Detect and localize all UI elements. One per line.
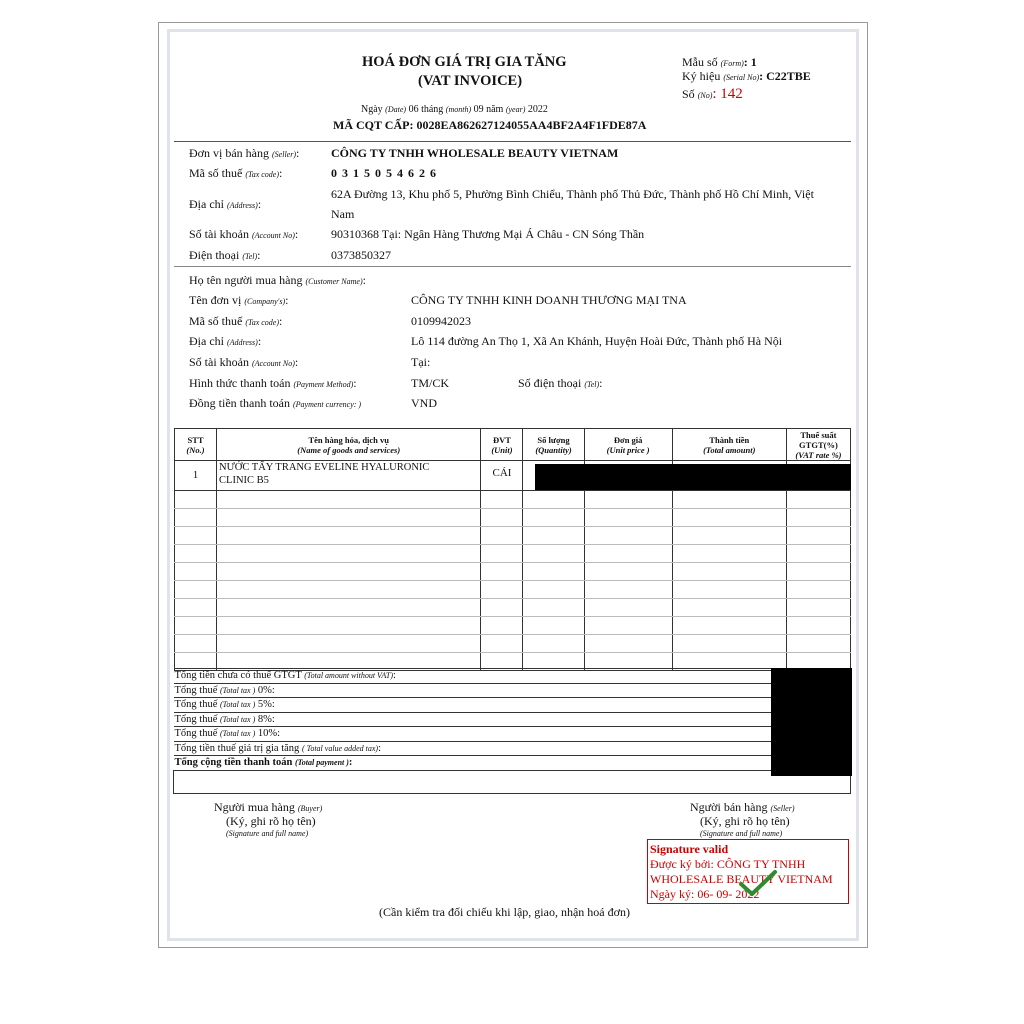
seller-tax-label: Mã số thuế (Tax code): — [189, 166, 283, 180]
buyer-signature-title: Người mua hàng (Buyer) — [214, 800, 323, 814]
signed-by-line1: Được ký bởi: CÔNG TY TNHH — [650, 857, 806, 871]
seller-address-label: Địa chỉ (Address): — [189, 197, 262, 211]
col-header: Đơn giá (Unit price ) — [584, 429, 672, 461]
col-header: Số lượng (Quantity) — [523, 429, 584, 461]
buyer-account-label: Số tài khoản (Account No): — [189, 355, 299, 369]
col-header: Thành tiền (Total amount) — [672, 429, 786, 461]
total-tax-10: Tổng thuế (Total tax ) 10%: — [174, 727, 851, 742]
col-header: ĐVT (Unit) — [481, 429, 523, 461]
row-name: NƯỚC TẨY TRANG EVELINE HYALURONIC CLINIC B5 — [217, 461, 481, 491]
total-tax-8: Tổng thuế (Total tax ) 8%: — [174, 712, 851, 727]
cqt-code: MÃ CQT CẤP: 0028EA862627124055AA4BF2A4F1FDE87A — [333, 118, 647, 132]
col-header: Thuế suất GTGT(%) (VAT rate %) — [786, 429, 850, 461]
table-header-row — [175, 429, 851, 461]
signed-by-line2: WHOLESALE BEAUTY VIETNAM — [650, 872, 833, 886]
divider — [174, 266, 851, 267]
currency: VND — [411, 396, 437, 410]
buyer-signature-note: (Ký, ghi rõ họ tên) — [226, 814, 316, 828]
seller-signature-title: Người bán hàng (Seller) — [690, 800, 795, 814]
total-payment: Tổng cộng tiền thanh toán (Total payment ): — [174, 756, 851, 771]
col-header: STT (No.) — [175, 429, 217, 461]
seller-name-label: Đơn vị bán hàng (Seller): — [189, 146, 300, 160]
buyer-company: CÔNG TY TNHH KINH DOANH THƯƠNG MẠI TNA — [411, 293, 687, 307]
footer-note: (Cần kiểm tra đối chiếu khi lập, giao, nhận hoá đơn) — [379, 905, 630, 919]
sign-date: Ngày ký: 06- 09- 2022 — [650, 887, 760, 901]
row-unit: CÁI — [481, 461, 523, 491]
seller-tax-code: 0 3 1 5 0 5 4 6 2 6 — [331, 166, 437, 180]
seller-account-label: Số tài khoản (Account No): — [189, 227, 299, 241]
signature-valid-title: Signature valid — [650, 842, 729, 856]
redacted-totals — [771, 668, 852, 776]
serial-number: Ký hiệu (Serial No): C22TBE — [682, 69, 811, 83]
buyer-address: Lô 114 đường An Thọ 1, Xã An Khánh, Huyện Hoài Đức, Thành phố Hà Nội — [411, 334, 783, 348]
seller-address-line2: Nam — [331, 207, 355, 221]
col-header: Tên hàng hóa, dịch vụ (Name of goods and services) — [217, 429, 481, 461]
invoice-number: Số (No): 142 — [682, 86, 743, 102]
payment-method: TM/CK — [411, 376, 450, 390]
buyer-company-label: Tên đơn vị (Company's): — [189, 293, 289, 307]
buyer-signature-note-en: (Signature and full name) — [226, 829, 309, 838]
buyer-tax-label: Mã số thuế (Tax code): — [189, 314, 283, 328]
buyer-phone-label: Số điện thoại (Tel): — [518, 376, 603, 390]
buyer-tax-code: 0109942023 — [411, 314, 471, 328]
seller-account: 90310368 Tại: Ngân Hàng Thương Mại Á Châu - CN Sóng Thần — [331, 227, 645, 241]
invoice-title: HOÁ ĐƠN GIÁ TRỊ GIA TĂNG — [362, 54, 567, 70]
seller-signature-note: (Ký, ghi rõ họ tên) — [700, 814, 790, 828]
payment-method-label: Hình thức thanh toán (Payment Method): — [189, 376, 357, 390]
buyer-address-label: Địa chỉ (Address): — [189, 334, 262, 348]
form-number: Mẫu số (Form): 1 — [682, 55, 757, 69]
currency-label: Đồng tiền thanh toán (Payment currency: ) — [189, 396, 362, 410]
total-vat: Tổng tiền thuế giá trị gia tăng ( Total value added tax): — [174, 741, 851, 756]
row-no: 1 — [175, 461, 217, 491]
invoice-title-en: (VAT INVOICE) — [418, 73, 523, 89]
seller-phone: 0373850327 — [331, 248, 391, 262]
total-without-vat: Tổng tiền chưa có thuế GTGT (Total amount without VAT): — [174, 669, 851, 684]
customer-name-label: Họ tên người mua hàng (Customer Name): — [189, 273, 366, 287]
total-tax-0: Tổng thuế (Total tax ) 0%: — [174, 683, 851, 698]
amount-in-words-row — [174, 770, 851, 793]
seller-signature-note-en: (Signature and full name) — [700, 829, 783, 838]
totals-table — [173, 668, 851, 794]
date-line: Ngày (Date) 06 tháng (month) 09 năm (year) 2022 — [361, 104, 548, 115]
buyer-account: Tại: — [411, 355, 431, 369]
total-tax-5: Tổng thuế (Total tax ) 5%: — [174, 698, 851, 713]
redacted-amounts — [535, 464, 851, 490]
seller-phone-label: Điện thoại (Tel): — [189, 248, 261, 262]
divider — [174, 141, 851, 142]
seller-address-line1: 62A Đường 13, Khu phố 5, Phường Bình Chiểu, Thành phố Thủ Đức, Thành phố Hồ Chí Minh, Việt — [331, 187, 814, 201]
seller-name: CÔNG TY TNHH WHOLESALE BEAUTY VIETNAM — [331, 146, 619, 160]
checkmark-icon — [738, 868, 778, 898]
